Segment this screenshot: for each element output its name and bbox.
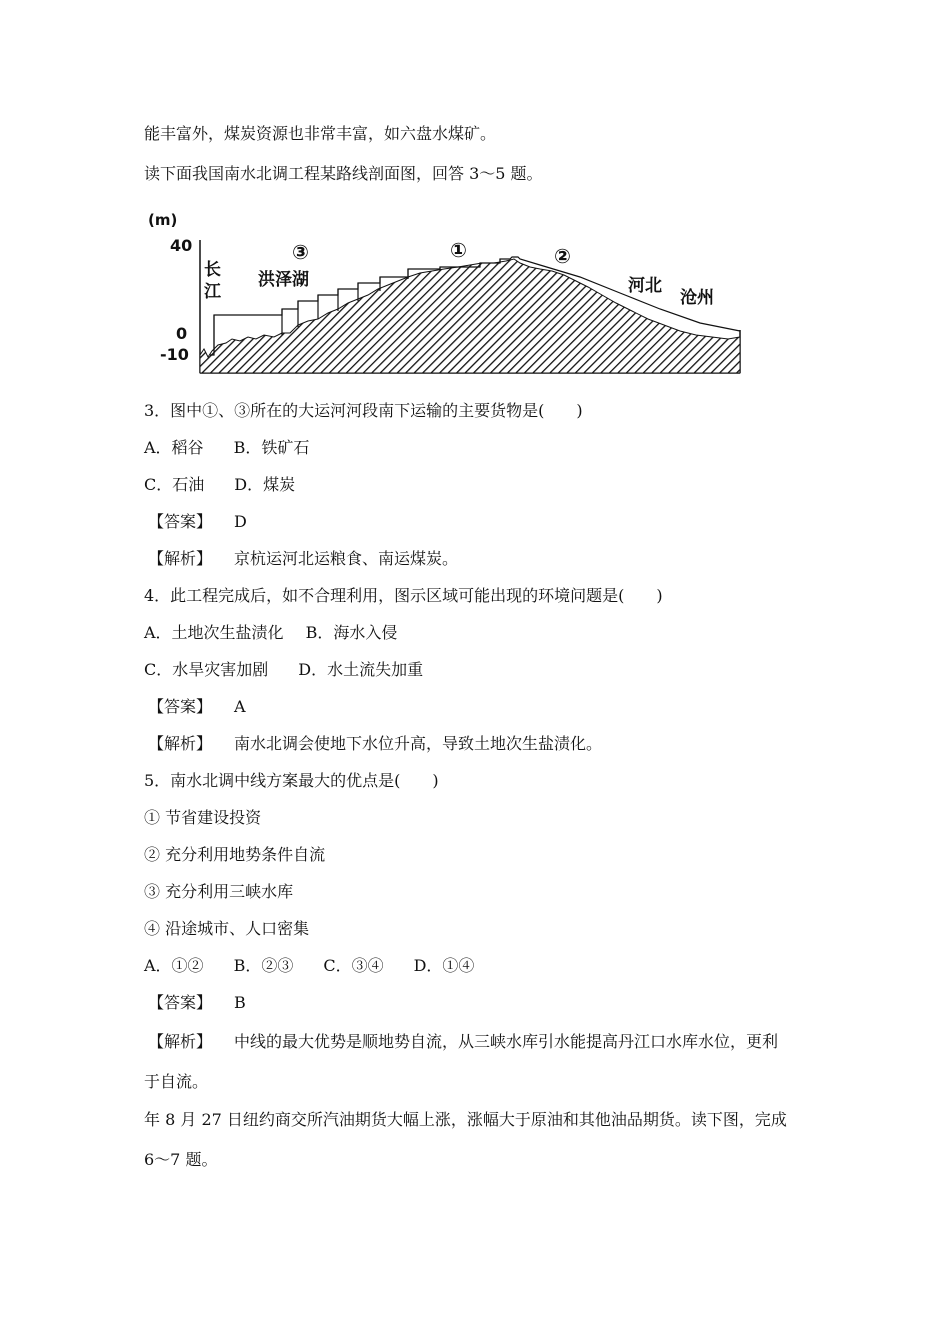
marker-1: ① [450, 238, 467, 262]
tick-label-minus10: -10 [160, 345, 189, 364]
explanation-label: 【解析】 [148, 734, 213, 753]
profile-diagram-svg [140, 205, 750, 380]
option-c: C．③④ [323, 956, 384, 975]
question-4: 4．此工程完成后，如不合理利用，图示区域可能出现的环境问题是( ) [144, 586, 663, 605]
explanation-label: 【解析】 [148, 1032, 213, 1051]
answer-5 [148, 993, 246, 1013]
option-a: A．①② [144, 956, 204, 975]
explanation-text: 中线的最大优势是顺地势自流，从三峡水库引水能提高丹江口水库水位，更利 [234, 1032, 779, 1051]
answer-4 [148, 697, 246, 717]
question-5-options [144, 956, 474, 976]
option-a: A．土地次生盐渍化 [144, 623, 284, 642]
tick-label-40: 40 [170, 236, 193, 255]
next-passage-line-1: 年 8 月 27 日纽约商交所汽油期货大幅上涨，涨幅大于原油和其他油品期货。读下图，完成 [144, 1110, 787, 1129]
explanation-text: 南水北调会使地下水位升高，导致土地次生盐渍化。 [234, 734, 603, 753]
canal-profile-figure [140, 205, 750, 380]
statement-3: ③ 充分利用三峡水库 [144, 882, 294, 901]
unit-label: (m) [148, 211, 178, 229]
intro-line-1: 能丰富外，煤炭资源也非常丰富，如六盘水煤矿。 [144, 124, 497, 143]
question-4-options-cd [144, 660, 423, 680]
answer-label: 【答案】 [148, 512, 213, 531]
explanation-4 [148, 734, 602, 754]
option-b: B．铁矿石 [233, 438, 310, 457]
explanation-text: 京杭运河北运粮食、南运煤炭。 [234, 549, 459, 568]
explanation-5 [148, 1032, 778, 1052]
question-4-options-ab [144, 623, 397, 643]
label-changjiang-1: 长 [204, 260, 221, 280]
statement-2: ② 充分利用地势条件自流 [144, 845, 326, 864]
question-3: 3．图中①、③所在的大运河河段南下运输的主要货物是( ) [144, 401, 583, 420]
marker-3: ③ [292, 240, 309, 264]
statement-4: ④ 沿途城市、人口密集 [144, 919, 310, 938]
option-c: C．水旱灾害加剧 [144, 660, 269, 679]
statement-1: ① 节省建设投资 [144, 808, 262, 827]
answer-label: 【答案】 [148, 697, 213, 716]
option-b: B．海水入侵 [305, 623, 398, 642]
label-cangzhou: 沧州 [680, 288, 714, 308]
option-d: D．水土流失加重 [298, 660, 424, 679]
marker-2: ② [554, 244, 571, 268]
option-b: B．②③ [233, 956, 294, 975]
intro-line-2: 读下面我国南水北调工程某路线剖面图，回答 3～5 题。 [144, 164, 543, 183]
option-a: A．稻谷 [144, 438, 204, 457]
label-hongzehu: 洪泽湖 [258, 270, 309, 290]
option-c: C．石油 [144, 475, 205, 494]
explanation-3 [148, 549, 458, 569]
answer-value: A [234, 697, 246, 716]
answer-value: B [234, 993, 246, 1012]
tick-label-0: 0 [176, 324, 188, 343]
question-3-options-ab [144, 438, 309, 458]
option-d: D．煤炭 [234, 475, 296, 494]
label-changjiang-2: 江 [204, 282, 221, 302]
explanation-label: 【解析】 [148, 549, 213, 568]
explanation-5-cont: 于自流。 [144, 1072, 209, 1091]
option-d: D．①④ [413, 956, 475, 975]
label-hebei: 河北 [628, 276, 662, 296]
answer-3 [148, 512, 247, 532]
answer-label: 【答案】 [148, 993, 213, 1012]
answer-value: D [234, 512, 247, 531]
question-3-options-cd [144, 475, 295, 495]
question-5: 5．南水北调中线方案最大的优点是( ) [144, 771, 439, 790]
next-passage-line-2: 6～7 题。 [144, 1150, 218, 1169]
